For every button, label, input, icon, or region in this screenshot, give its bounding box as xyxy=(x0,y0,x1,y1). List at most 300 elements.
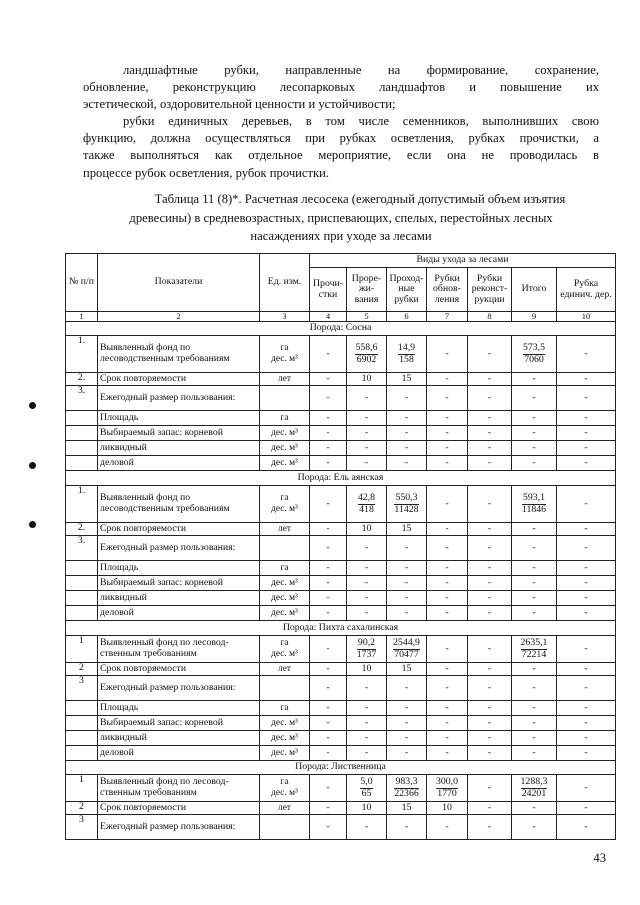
fraction xyxy=(522,493,546,515)
value-cell: - xyxy=(557,536,616,561)
fraction xyxy=(394,777,419,799)
value-cell: - xyxy=(557,411,616,426)
unit-cell xyxy=(260,386,310,411)
value-cell: - xyxy=(347,676,387,701)
fraction xyxy=(357,638,377,660)
value-cell: - xyxy=(310,456,347,471)
value-cell: - xyxy=(347,815,387,840)
value-cell: - xyxy=(557,701,616,716)
value-cell: - xyxy=(557,486,616,523)
binder-hole xyxy=(29,521,36,528)
fraction xyxy=(360,777,372,799)
unit-cell xyxy=(260,676,310,701)
value-cell: - xyxy=(557,386,616,411)
value-cell: - xyxy=(427,576,468,591)
text-line: также выполняться как отдельное мероприятие, если она не проводилась в xyxy=(83,148,599,163)
value-cell: - xyxy=(512,676,557,701)
value-cell: - xyxy=(427,701,468,716)
header-col: Итого xyxy=(512,268,557,312)
value-cell: - xyxy=(427,716,468,731)
column-number-row xyxy=(66,312,616,322)
indicator-label: Площадь xyxy=(98,411,260,426)
table-row xyxy=(66,441,616,456)
value-cell: - xyxy=(512,411,557,426)
value-cell: - xyxy=(468,411,512,426)
indicator-label: ликвидный xyxy=(98,591,260,606)
value-cell: - xyxy=(512,731,557,746)
row-number: 1. xyxy=(66,486,98,523)
table-row xyxy=(66,576,616,591)
header-unit: Ед. изм. xyxy=(260,254,310,312)
value-cell: - xyxy=(347,441,387,456)
value-cell: - xyxy=(468,386,512,411)
value-cell: 10 xyxy=(347,663,387,676)
value-cell: - xyxy=(387,576,427,591)
value-cell: 15 xyxy=(387,802,427,815)
indicator-label: ликвидный xyxy=(98,441,260,456)
text-line: рубки единичных деревьев, в том числе семенников, выполнивших свою xyxy=(123,114,599,128)
value-cell: - xyxy=(557,591,616,606)
fraction xyxy=(521,638,548,660)
value-cell: - xyxy=(512,373,557,386)
value-cell: - xyxy=(310,676,347,701)
value-cell: - xyxy=(310,815,347,840)
table-row xyxy=(66,663,616,676)
value-cell: 10 xyxy=(347,802,387,815)
unit-cell: дес. м³ xyxy=(260,716,310,731)
row-number xyxy=(66,731,98,746)
fraction-cell xyxy=(512,636,557,663)
indicator-label: Выбираемый запас: корневой xyxy=(98,576,260,591)
value-cell: - xyxy=(310,746,347,761)
value-cell: - xyxy=(347,456,387,471)
value-cell: - xyxy=(310,486,347,523)
table-row xyxy=(66,426,616,441)
table-row xyxy=(66,636,616,663)
value-cell: - xyxy=(347,701,387,716)
breed-label: Порода: Ель аянская xyxy=(66,471,616,486)
value-cell: - xyxy=(557,775,616,802)
value-cell: - xyxy=(557,426,616,441)
value-cell: - xyxy=(347,411,387,426)
value-cell: - xyxy=(468,701,512,716)
value-cell: - xyxy=(427,676,468,701)
indicator-label: ликвидный xyxy=(98,731,260,746)
value-cell: - xyxy=(468,746,512,761)
table-row xyxy=(66,486,616,523)
value-cell: - xyxy=(468,456,512,471)
fraction-cell xyxy=(347,336,387,373)
value-cell: - xyxy=(427,591,468,606)
volume-value: 1770 xyxy=(437,787,457,799)
value-cell: - xyxy=(310,716,347,731)
value-cell: - xyxy=(387,676,427,701)
value-cell: - xyxy=(387,701,427,716)
value-cell: - xyxy=(310,411,347,426)
fraction-cell xyxy=(347,775,387,802)
unit-cell xyxy=(260,636,310,663)
row-number: 3 xyxy=(66,815,98,840)
value-cell: - xyxy=(557,373,616,386)
unit-cell: лет xyxy=(260,373,310,386)
value-cell: - xyxy=(427,536,468,561)
value-cell: - xyxy=(427,606,468,621)
volume-value: 65 xyxy=(361,787,372,799)
value-cell: - xyxy=(557,716,616,731)
value-cell: - xyxy=(512,606,557,621)
value-cell: - xyxy=(427,731,468,746)
indicator-label: деловой xyxy=(98,746,260,761)
value-cell: - xyxy=(427,441,468,456)
row-number: 3 xyxy=(66,676,98,701)
column-number: 9 xyxy=(512,312,557,322)
value-cell: - xyxy=(347,426,387,441)
value-cell: 10 xyxy=(427,802,468,815)
unit-cell: га xyxy=(260,411,310,426)
value-cell: - xyxy=(387,561,427,576)
row-number xyxy=(66,606,98,621)
value-cell: - xyxy=(427,815,468,840)
value-cell: - xyxy=(387,815,427,840)
header-care-types: Виды ухода за лесами xyxy=(310,254,616,268)
value-cell: - xyxy=(347,731,387,746)
table-row xyxy=(66,775,616,802)
value-cell: - xyxy=(387,426,427,441)
value-cell: - xyxy=(468,486,512,523)
table-row xyxy=(66,536,616,561)
value-cell: - xyxy=(468,716,512,731)
value-cell: - xyxy=(557,636,616,663)
value-cell: - xyxy=(310,373,347,386)
value-cell: - xyxy=(468,441,512,456)
value-cell: - xyxy=(557,336,616,373)
value-cell: - xyxy=(310,536,347,561)
value-cell: 15 xyxy=(387,663,427,676)
value-cell: - xyxy=(468,731,512,746)
value-cell: - xyxy=(427,386,468,411)
table-row xyxy=(66,523,616,536)
value-cell: - xyxy=(468,576,512,591)
row-number xyxy=(66,746,98,761)
volume-value: 11428 xyxy=(394,503,419,515)
unit-cell: дес. м³ xyxy=(260,591,310,606)
value-cell: - xyxy=(468,373,512,386)
page-number: 43 xyxy=(593,851,606,865)
unit-cell: га xyxy=(260,701,310,716)
row-number: 2 xyxy=(66,663,98,676)
value-cell: - xyxy=(310,591,347,606)
breed-row xyxy=(66,322,616,336)
indicator-label: Ежегодный размер пользования: xyxy=(98,815,260,840)
volume-value: 158 xyxy=(399,353,414,365)
area-value: 1288,3 xyxy=(520,775,548,787)
value-cell: - xyxy=(427,746,468,761)
volume-value: 7060 xyxy=(524,353,544,365)
breed-row xyxy=(66,621,616,636)
value-cell: - xyxy=(468,636,512,663)
table-row xyxy=(66,591,616,606)
header-num: № п/п xyxy=(66,254,98,312)
value-cell: - xyxy=(557,663,616,676)
row-number xyxy=(66,456,98,471)
row-number xyxy=(66,701,98,716)
value-cell: - xyxy=(512,561,557,576)
area-value: 5,0 xyxy=(360,775,373,787)
value-cell: - xyxy=(310,386,347,411)
value-cell: - xyxy=(468,606,512,621)
value-cell: - xyxy=(512,716,557,731)
value-cell: - xyxy=(512,523,557,536)
area-value: 90,2 xyxy=(357,636,376,648)
row-number: 2. xyxy=(66,373,98,386)
table-row xyxy=(66,815,616,840)
indicator-label: Площадь xyxy=(98,561,260,576)
unit-cell xyxy=(260,486,310,523)
fraction xyxy=(393,638,420,660)
value-cell: - xyxy=(347,536,387,561)
table-row xyxy=(66,411,616,426)
value-cell: - xyxy=(387,606,427,621)
table-row xyxy=(66,373,616,386)
value-cell: - xyxy=(347,591,387,606)
value-cell: - xyxy=(427,523,468,536)
value-cell: - xyxy=(310,336,347,373)
intro-paragraph-single-trees xyxy=(83,113,599,182)
fraction xyxy=(358,493,375,515)
value-cell: - xyxy=(387,441,427,456)
caption-line: насаждениях при уходе за лесами xyxy=(250,229,432,244)
volume-value: 6902 xyxy=(356,353,377,365)
unit-cell xyxy=(260,336,310,373)
fraction xyxy=(436,777,458,799)
volume-value: 1737 xyxy=(356,648,377,660)
table-body xyxy=(66,322,616,840)
binder-hole xyxy=(29,402,36,409)
value-cell: - xyxy=(310,663,347,676)
value-cell: - xyxy=(468,663,512,676)
row-number: 2. xyxy=(66,523,98,536)
value-cell: - xyxy=(310,576,347,591)
value-cell: - xyxy=(512,456,557,471)
unit-area: га xyxy=(280,638,289,649)
fraction-cell xyxy=(387,636,427,663)
unit-cell: лет xyxy=(260,663,310,676)
unit-volume: дес. м³ xyxy=(271,504,298,514)
fraction xyxy=(521,777,548,799)
fraction xyxy=(355,343,377,365)
fraction-cell xyxy=(387,336,427,373)
header-col: Рубка единич. дер. xyxy=(557,268,616,312)
indicator-label: Срок повторяемости xyxy=(98,373,260,386)
row-number: 1 xyxy=(66,775,98,802)
unit-volume: дес. м³ xyxy=(271,354,298,364)
indicator-label: Срок повторяемости xyxy=(98,802,260,815)
value-cell: - xyxy=(468,676,512,701)
value-cell: - xyxy=(468,523,512,536)
intro-paragraph-landscape xyxy=(83,62,599,114)
unit-volume: дес. м³ xyxy=(271,649,298,659)
value-cell: - xyxy=(310,561,347,576)
fraction xyxy=(523,343,545,365)
value-cell: - xyxy=(427,411,468,426)
value-cell: - xyxy=(310,701,347,716)
area-value: 42,8 xyxy=(357,491,376,503)
value-cell: - xyxy=(557,456,616,471)
table-row xyxy=(66,701,616,716)
unit-area: га xyxy=(280,777,289,788)
value-cell: - xyxy=(310,636,347,663)
value-cell: - xyxy=(347,716,387,731)
indicator-label: Срок повторяемости xyxy=(98,663,260,676)
header-col: Рубки обнов-ления xyxy=(427,268,468,312)
value-cell: 15 xyxy=(387,523,427,536)
fraction-cell xyxy=(427,775,468,802)
value-cell: - xyxy=(512,426,557,441)
indicator-label: деловой xyxy=(98,606,260,621)
value-cell: - xyxy=(468,802,512,815)
value-cell: - xyxy=(427,456,468,471)
value-cell: - xyxy=(557,523,616,536)
column-number: 5 xyxy=(347,312,387,322)
indicator-label: Выявленный фонд по лесоводственным требованиям xyxy=(98,336,260,373)
row-number xyxy=(66,411,98,426)
breed-row xyxy=(66,471,616,486)
fraction-cell xyxy=(512,775,557,802)
volume-value: 24201 xyxy=(521,787,547,799)
area-value: 558,6 xyxy=(355,341,378,353)
value-cell: - xyxy=(512,576,557,591)
indicator-label: Ежегодный размер пользования: xyxy=(98,536,260,561)
value-cell: - xyxy=(387,731,427,746)
value-cell: - xyxy=(387,536,427,561)
unit-volume: дес. м³ xyxy=(271,788,298,798)
area-value: 550,3 xyxy=(395,491,418,503)
value-cell: - xyxy=(468,426,512,441)
caption-line: Таблица 11 (8)*. Расчетная лесосека (ежегодный допустимый объем изъятия xyxy=(154,192,566,206)
area-value: 2635,1 xyxy=(520,636,548,648)
fraction-cell xyxy=(347,486,387,523)
value-cell: - xyxy=(512,746,557,761)
row-number xyxy=(66,426,98,441)
header-col: Прочи-стки xyxy=(310,268,347,312)
table-row xyxy=(66,746,616,761)
row-number: 1 xyxy=(66,636,98,663)
value-cell: - xyxy=(512,536,557,561)
fraction-cell xyxy=(347,636,387,663)
unit-cell: лет xyxy=(260,523,310,536)
table-row xyxy=(66,676,616,701)
value-cell: - xyxy=(347,561,387,576)
value-cell: - xyxy=(387,591,427,606)
fraction-cell xyxy=(512,486,557,523)
row-number: 2 xyxy=(66,802,98,815)
fraction xyxy=(394,493,418,515)
value-cell: - xyxy=(387,386,427,411)
area-value: 2544,9 xyxy=(393,636,420,648)
area-value: 983,3 xyxy=(395,775,418,787)
unit-cell xyxy=(260,815,310,840)
value-cell: - xyxy=(347,746,387,761)
row-number xyxy=(66,576,98,591)
row-number: 3. xyxy=(66,386,98,411)
unit-area: га xyxy=(280,493,289,504)
breed-label: Порода: Пихта сахалинская xyxy=(66,621,616,636)
value-cell: - xyxy=(310,731,347,746)
value-cell: 10 xyxy=(347,523,387,536)
value-cell: - xyxy=(557,802,616,815)
value-cell: - xyxy=(512,701,557,716)
column-number: 2 xyxy=(98,312,260,322)
table-row xyxy=(66,716,616,731)
value-cell: - xyxy=(310,523,347,536)
text-line: функцию, должна осуществляться при рубках осветления, рубках прочистки, а xyxy=(83,131,599,146)
text-line: обновление, реконструкцию лесопарковых ландшафтов и повышение их xyxy=(83,80,599,95)
area-value: 300,0 xyxy=(435,775,459,787)
value-cell: - xyxy=(427,663,468,676)
indicator-label: Ежегодный размер пользования: xyxy=(98,676,260,701)
table-row xyxy=(66,386,616,411)
value-cell: - xyxy=(512,591,557,606)
unit-cell xyxy=(260,775,310,802)
indicator-label: Срок повторяемости xyxy=(98,523,260,536)
table-row xyxy=(66,561,616,576)
unit-area: га xyxy=(280,343,289,354)
caption-line: древесины) в средневозрастных, приспевающих, спелых, перестойных лесных xyxy=(129,210,553,225)
value-cell: - xyxy=(427,373,468,386)
value-cell: - xyxy=(557,731,616,746)
column-number: 3 xyxy=(260,312,310,322)
fraction-cell xyxy=(512,336,557,373)
value-cell: - xyxy=(427,486,468,523)
unit-cell: дес. м³ xyxy=(260,441,310,456)
value-cell: - xyxy=(557,746,616,761)
value-cell: - xyxy=(310,606,347,621)
indicator-label: Площадь xyxy=(98,701,260,716)
value-cell: - xyxy=(387,716,427,731)
indicator-label: Выбираемый запас: корневой xyxy=(98,716,260,731)
value-cell: - xyxy=(557,676,616,701)
indicator-label: Ежегодный размер пользования: xyxy=(98,386,260,411)
table-row xyxy=(66,606,616,621)
value-cell: - xyxy=(468,775,512,802)
indicator-label: деловой xyxy=(98,456,260,471)
table-row xyxy=(66,802,616,815)
row-number xyxy=(66,716,98,731)
value-cell: - xyxy=(347,576,387,591)
value-cell: - xyxy=(557,441,616,456)
indicator-label: Выбираемый запас: корневой xyxy=(98,426,260,441)
volume-value: 72214 xyxy=(521,648,547,660)
value-cell: - xyxy=(468,561,512,576)
value-cell: - xyxy=(387,456,427,471)
header-col: Рубки реконст-рукции xyxy=(468,268,512,312)
fraction-cell xyxy=(387,486,427,523)
value-cell: - xyxy=(557,606,616,621)
unit-cell: лет xyxy=(260,802,310,815)
value-cell: 15 xyxy=(387,373,427,386)
text-line: эстетической, оздоровительной ценности и устойчивости; xyxy=(83,97,396,112)
table-row xyxy=(66,336,616,373)
table-row xyxy=(66,731,616,746)
unit-cell xyxy=(260,536,310,561)
column-number: 1 xyxy=(66,312,98,322)
text-line: ландшафтные рубки, направленные на формирование, сохранение, xyxy=(123,63,599,77)
row-number xyxy=(66,561,98,576)
table-caption xyxy=(85,190,597,246)
table-row xyxy=(66,456,616,471)
unit-cell: дес. м³ xyxy=(260,426,310,441)
value-cell: - xyxy=(557,815,616,840)
